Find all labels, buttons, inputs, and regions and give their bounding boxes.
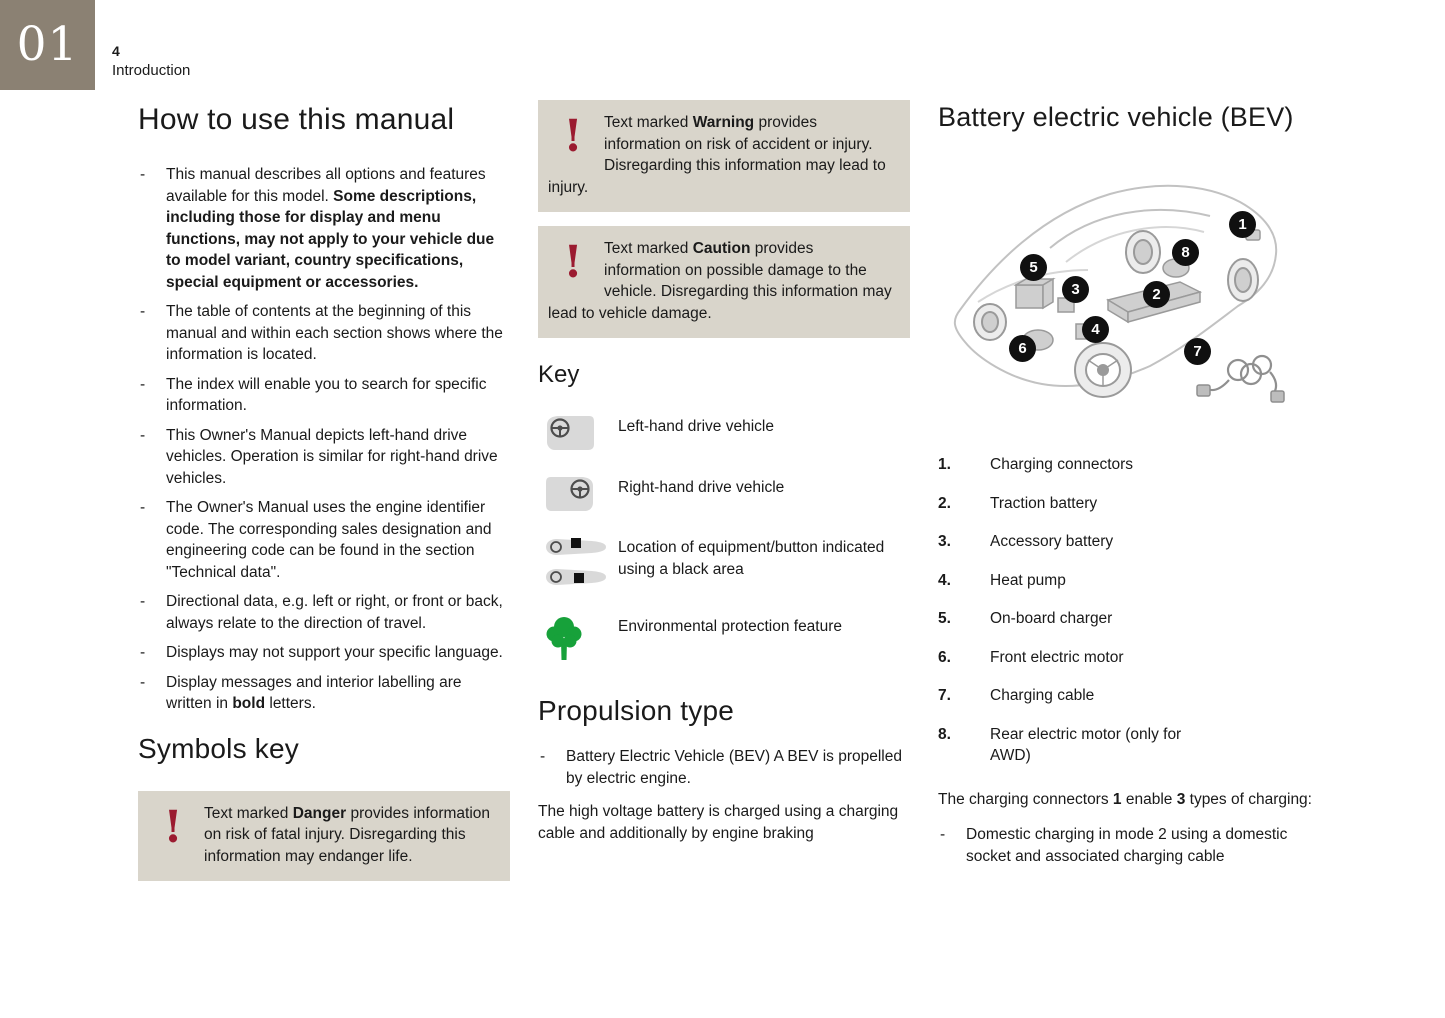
bullet-item: - Directional data, e.g. left or right, or front or back, always relate to the direction of travel. <box>138 591 510 634</box>
key-item-label: Right-hand drive vehicle <box>618 478 785 496</box>
legend-label: Charging cable <box>990 687 1095 704</box>
bev-title: Battery electric vehicle (BEV) <box>938 102 1294 132</box>
bev-diagram <box>938 152 1320 422</box>
legend-row <box>938 608 1320 630</box>
diagram-marker-8: 8 <box>1172 239 1199 266</box>
diagram-marker-4: 4 <box>1082 316 1109 343</box>
right-hand-drive-icon <box>538 475 618 520</box>
exclamation-icon: ! <box>163 801 183 853</box>
charging-intro: The charging connectors 1 enable 3 types of charging: <box>938 790 1312 808</box>
legend-label: Accessory battery <box>990 533 1114 550</box>
legend-label: Traction battery <box>990 494 1098 512</box>
warning-text: Text marked Warning provides information on risk of accident or injury. Disregarding this information may lead to injury. <box>548 114 886 196</box>
column-right <box>938 100 1320 875</box>
key-item-label: Environmental protection feature <box>618 617 843 635</box>
bullet-item: - Display messages and interior labelling are written in bold letters. <box>138 672 510 715</box>
legend-label: On-board charger <box>990 610 1113 627</box>
environmental-tree-icon <box>538 614 618 667</box>
legend-row <box>938 454 1320 476</box>
chapter-tab <box>0 0 95 90</box>
legend-row <box>938 647 1320 669</box>
propulsion-bullet-list <box>538 746 910 789</box>
danger-text: Text marked Danger provides information on risk of fatal injury. Disregarding this information may endanger life. <box>204 804 491 865</box>
caution-text: Text marked Caution provides information on possible damage to the vehicle. Disregarding this information may lead to vehicle damage. <box>548 240 892 322</box>
legend-number: 1. <box>938 456 951 473</box>
key-item-environment <box>538 614 910 667</box>
left-hand-drive-icon <box>538 414 618 459</box>
section-label: Introduction <box>112 62 191 79</box>
legend-row <box>938 531 1320 553</box>
diagram-marker-7: 7 <box>1184 338 1211 365</box>
diagram-marker-6: 6 <box>1009 335 1036 362</box>
legend-number: 7. <box>938 687 951 704</box>
propulsion-title: Propulsion type <box>538 695 735 726</box>
key-title: Key <box>538 361 580 388</box>
column-middle <box>538 100 910 844</box>
page-meta <box>112 42 190 82</box>
charging-bullet-list <box>938 824 1320 867</box>
warning-box <box>538 100 910 212</box>
legend-row <box>938 493 1320 515</box>
key-item-label: Left-hand drive vehicle <box>618 418 774 435</box>
bullet-item: - The Owner's Manual uses the engine identifier code. The corresponding sales designation and engineering code can be found in the section "Technical data". <box>138 497 510 583</box>
bullet-item: - Battery Electric Vehicle (BEV) A BEV is propelled by electric engine. <box>538 746 910 789</box>
danger-box <box>138 791 510 882</box>
bullet-item: - Displays may not support your specific language. <box>138 642 510 664</box>
diagram-marker-5: 5 <box>1020 254 1047 281</box>
legend-row <box>938 685 1320 707</box>
exclamation-icon: ! <box>563 111 583 162</box>
column-left <box>138 102 510 895</box>
diagram-marker-1: 1 <box>1229 211 1256 238</box>
caution-box <box>538 226 910 338</box>
exclamation-icon: ! <box>563 237 583 288</box>
diagram-marker-2: 2 <box>1143 281 1170 308</box>
bullet-item: - The index will enable you to search for specific information. <box>138 374 510 417</box>
chapter-number: 01 <box>16 17 79 73</box>
key-item-lhd <box>538 414 910 459</box>
legend-number: 5. <box>938 610 951 627</box>
diagram-marker-3: 3 <box>1062 276 1089 303</box>
bev-legend-list <box>938 454 1320 767</box>
key-item-rhd <box>538 475 910 520</box>
key-item-label: Location of equipment/button indicated using a black area <box>618 539 885 578</box>
propulsion-paragraph: The high voltage battery is charged using a charging cable and additionally by engine braking <box>538 803 899 842</box>
bullet-item: - This manual describes all options and features available for this model. Some descriptions, including those for display and menu functions, may not apply to your vehicle due to model variant, country specifications, special equipment or accessories. <box>138 164 510 293</box>
legend-label: Rear electric motor (only for AWD) <box>990 725 1182 764</box>
page-number: 4 <box>112 43 120 59</box>
legend-number: 6. <box>938 648 951 666</box>
legend-number: 4. <box>938 571 951 589</box>
legend-number: 2. <box>938 494 951 512</box>
legend-label: Heat pump <box>990 571 1066 589</box>
bullet-item: - The table of contents at the beginning of this manual and within each section shows where the information is located. <box>138 301 510 366</box>
legend-row <box>938 724 1320 767</box>
bullet-item: - This Owner's Manual depicts left-hand drive vehicles. Operation is similar for right-hand drive vehicles. <box>138 425 510 490</box>
symbols-key-title: Symbols key <box>138 732 299 764</box>
legend-label: Charging connectors <box>990 456 1134 473</box>
how-to-bullet-list <box>138 164 510 715</box>
how-to-title: How to use this manual <box>138 103 455 136</box>
legend-label: Front electric motor <box>990 648 1124 666</box>
legend-number: 3. <box>938 533 951 550</box>
key-item-equipment-location <box>538 535 910 598</box>
legend-number: 8. <box>938 725 951 743</box>
bev-car-illustration <box>938 152 1320 422</box>
legend-row <box>938 570 1320 592</box>
equipment-location-icon <box>538 535 618 598</box>
bullet-item: - Domestic charging in mode 2 using a domestic socket and associated charging cable <box>938 824 1320 867</box>
